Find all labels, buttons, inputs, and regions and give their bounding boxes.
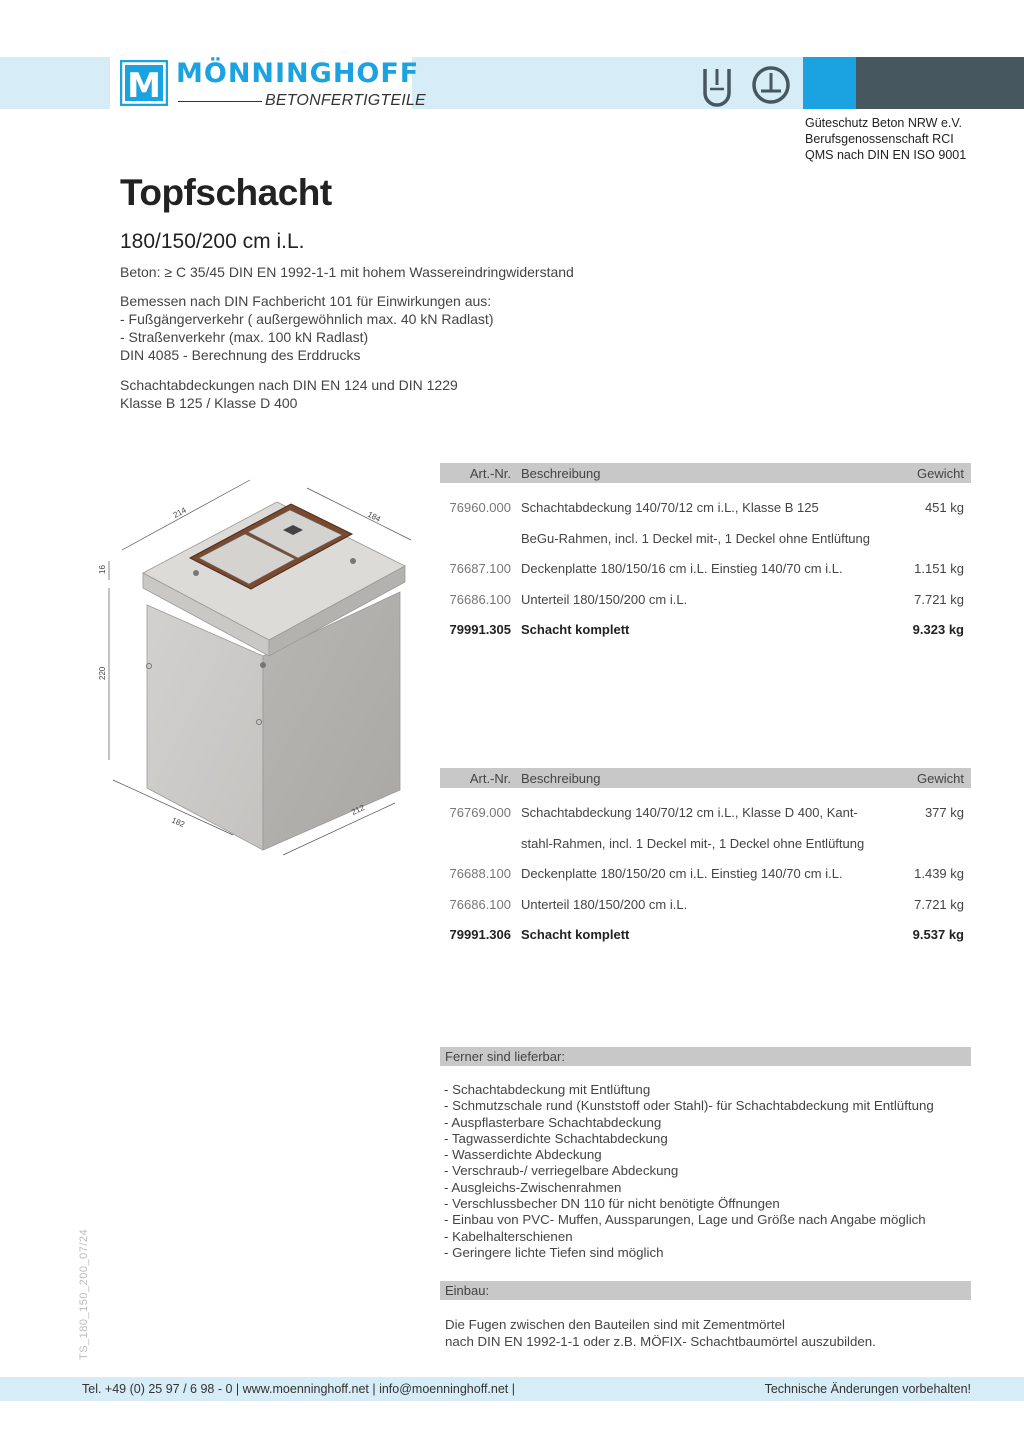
installation-text: Die Fugen zwischen den Bauteilen sind mit Zementmörtel nach DIN EN 1992-1-1 oder z.B. MÖFIX- Schachtbaumörtel auszubilden. [445, 1317, 876, 1349]
table-row [440, 524, 971, 555]
cell-desc: Schachtabdeckung 140/70/12 cm i.L., Klasse D 400, Kant- [521, 805, 858, 820]
certification-line: Berufsgenossenschaft RCI [805, 132, 954, 146]
cell-weight: 9.323 kg [912, 622, 964, 637]
shaft-drawing [95, 470, 425, 870]
article-table-b125 [440, 463, 971, 646]
cell-art: 76769.000 [449, 805, 511, 820]
cell-desc: Schacht komplett [521, 622, 630, 637]
list-item: - Auspflasterbare Schachtabdeckung [444, 1114, 662, 1130]
column-header-weight: Gewicht [917, 466, 964, 481]
list-item: - Geringere lichte Tiefen sind möglich [444, 1244, 664, 1260]
table-row [440, 585, 971, 616]
page-subtitle: 180/150/200 cm i.L. [120, 230, 305, 253]
dimension-top-right: 184 [366, 509, 383, 524]
footer-disclaimer: Technische Änderungen vorbehalten! [764, 1382, 971, 1396]
cell-art: 76960.000 [449, 500, 511, 515]
cell-weight: 377 kg [924, 805, 964, 820]
section-heading-text: Ferner sind lieferbar: [445, 1049, 565, 1064]
logo-mark-icon [120, 60, 168, 106]
dimension-top-left: 214 [171, 505, 188, 520]
logo-letter: M [127, 66, 161, 106]
cell-desc: Deckenplatte 180/150/20 cm i.L. Einstieg 140/70 cm i.L. [521, 866, 843, 881]
cell-desc: BeGu-Rahmen, incl. 1 Deckel mit-, 1 Deckel ohne Entlüftung [521, 530, 871, 546]
certification-line: QMS nach DIN EN ISO 9001 [805, 148, 967, 162]
cell-weight: 7.721 kg [914, 896, 964, 912]
list-item: - Kabelhalterschienen [444, 1228, 573, 1244]
header-accent-block [803, 57, 856, 109]
list-item: - Verschlussbecher DN 110 für nicht benötigte Öffnungen [444, 1196, 780, 1212]
cell-desc: Schachtabdeckung 140/70/12 cm i.L., Klasse B 125 [521, 500, 819, 515]
table-row [440, 859, 971, 890]
list-item: - Wasserdichte Abdeckung [444, 1147, 602, 1163]
article-table-d400 [440, 768, 971, 951]
column-header-desc: Beschreibung [521, 466, 601, 481]
table-header [440, 768, 971, 788]
cell-weight: 9.537 kg [912, 927, 964, 942]
table-row [440, 493, 971, 524]
dimension-slab: 16 [98, 565, 107, 574]
cell-weight: 1.151 kg [914, 561, 964, 576]
header-dark-block [856, 57, 1024, 109]
footer-contact: Tel. +49 (0) 25 97 / 6 98 - 0 | www.moenninghoff.net | info@moenninghoff.net | [82, 1382, 516, 1396]
cell-art: 76686.100 [449, 896, 511, 912]
table-row [440, 798, 971, 829]
installation-heading [440, 1281, 971, 1300]
cell-desc: Unterteil 180/150/200 cm i.L. [521, 591, 688, 607]
cell-weight: 7.721 kg [914, 591, 964, 607]
list-item: - Tagwasserdichte Schachtabdeckung [444, 1130, 668, 1146]
column-header-art: Art.-Nr. [469, 466, 511, 481]
cell-desc: Deckenplatte 180/150/16 cm i.L. Einstieg 140/70 cm i.L. [521, 561, 843, 576]
table-row [440, 890, 971, 921]
company-name: MÖNNINGHOFF [176, 58, 420, 89]
cell-art: 76686.100 [449, 591, 511, 607]
quality-seal-icon [705, 69, 729, 105]
dimension-height: 220 [98, 666, 107, 680]
design-spec: Bemessen nach DIN Fachbericht 101 für Einwirkungen aus: - Fußgängerverkehr ( außergewöhnlich max. 40 kN Radlast) - Straßenverkehr (max. 100 kN Radlast) DIN 4085 - Berechnung des Erddrucks [120, 293, 494, 363]
safety-seal-icon [754, 68, 788, 102]
logo-divider [178, 101, 262, 102]
list-item: - Verschraub-/ verriegelbare Abdeckung [444, 1163, 679, 1179]
list-item: - Schachtabdeckung mit Entlüftung [444, 1082, 651, 1097]
cell-weight: 1.439 kg [914, 866, 964, 881]
column-header-weight: Gewicht [917, 771, 964, 786]
cell-weight: 451 kg [924, 500, 964, 515]
certifications [805, 115, 966, 163]
also-available-heading [440, 1047, 971, 1066]
table-total-row [440, 920, 971, 951]
list-item: - Schmutzschale rund (Kunststoff oder Stahl)- für Schachtabdeckung mit Entlüftung [444, 1098, 934, 1114]
cover-spec: Schachtabdeckungen nach DIN EN 124 und DIN 1229 Klasse B 125 / Klasse D 400 [120, 377, 458, 411]
dimension-bottom-left: 182 [170, 815, 187, 830]
table-row [440, 829, 971, 860]
concrete-spec: Beton: ≥ C 35/45 DIN EN 1992-1-1 mit hohem Wassereindringwiderstand [120, 264, 574, 280]
certification-icons [695, 63, 797, 107]
footer [0, 1377, 1024, 1401]
company-subtitle: BETONFERTIGTEILE [265, 92, 426, 109]
list-item: - Einbau von PVC- Muffen, Aussparungen, Lage und Größe nach Angabe möglich [444, 1212, 926, 1228]
document-code: TS_180_150_200_07/24 [78, 1228, 90, 1360]
column-header-art: Art.-Nr. [469, 771, 511, 786]
cell-art: 76688.100 [449, 866, 511, 881]
section-heading-text: Einbau: [445, 1283, 490, 1298]
table-row [440, 554, 971, 585]
cell-art: 76687.100 [449, 561, 511, 576]
cell-art: 79991.306 [449, 927, 511, 942]
cell-art: 79991.305 [449, 622, 511, 637]
cell-desc: Schacht komplett [521, 927, 630, 942]
column-header-desc: Beschreibung [521, 771, 601, 786]
cell-desc: stahl-Rahmen, incl. 1 Deckel mit-, 1 Deckel ohne Entlüftung [521, 835, 865, 851]
dimension-bottom-right: 212 [350, 803, 366, 817]
cell-desc: Unterteil 180/150/200 cm i.L. [521, 896, 688, 912]
page-title: Topfschacht [120, 172, 332, 213]
list-item: - Ausgleichs-Zwischenrahmen [444, 1179, 622, 1195]
table-header [440, 463, 971, 483]
table-total-row [440, 615, 971, 646]
also-available-list [444, 1082, 934, 1261]
certification-line: Güteschutz Beton NRW e.V. [805, 116, 963, 130]
